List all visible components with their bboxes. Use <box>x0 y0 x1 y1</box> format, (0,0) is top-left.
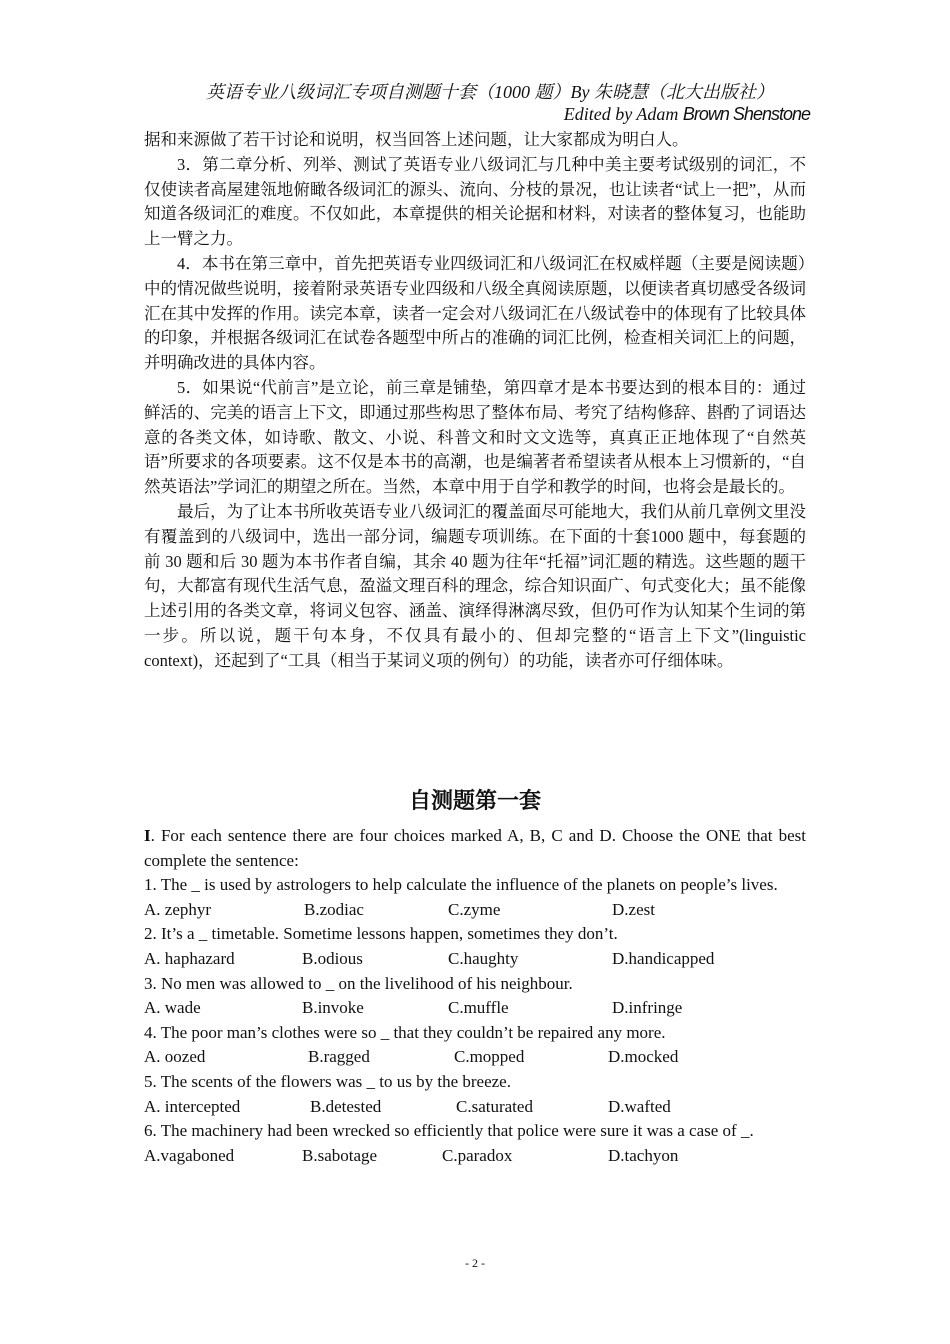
instructions-text: . For each sentence there are four choices marked A, B, C and D. Choose the ONE that best complete the sentence: <box>144 826 806 870</box>
running-header-editor <box>564 104 810 125</box>
question-stem: 4. The poor man’s clothes were so _ that they couldn’t be repaired any more. <box>144 1022 666 1042</box>
option-d: D.zest <box>612 899 655 919</box>
option-a: A.vagaboned <box>144 1145 235 1165</box>
option-c: C.muffle <box>448 998 509 1018</box>
option-b: B.zodiac <box>304 899 364 919</box>
option-c: C.paradox <box>442 1145 513 1165</box>
editor-signature: Brown Shenstone <box>682 104 810 124</box>
editor-prefix: Edited by Adam <box>563 104 683 124</box>
option-b: B.sabotage <box>302 1145 378 1165</box>
option-d: D.tachyon <box>608 1145 679 1165</box>
option-a: A. oozed <box>144 1047 206 1067</box>
option-a: A. wade <box>144 998 201 1018</box>
exercise-section <box>144 824 806 1168</box>
option-d: D.mocked <box>608 1047 679 1067</box>
question-stem: 2. It’s a _ timetable. Sometime lessons happen, sometimes they don’t. <box>144 924 618 944</box>
question-stem: 3. No men was allowed to _ on the livelihood of his neighbour. <box>144 973 573 993</box>
question-options <box>144 1095 806 1120</box>
question-options <box>144 1045 806 1070</box>
question-options <box>144 898 806 923</box>
preface-paragraph-4: 5．如果说“代前言”是立论，前三章是铺垫，第四章才是本书要达到的根本目的：通过鲜活的、完美的语言上下文，即通过那些构思了整体布局、考究了结构修辞、斟酌了词语达意的各类文体，如诗歌、散文、小说、科普文和时文文选等，真真正正地体现了“自然英语”所要求的各项要素。这不仅是本书的高潮，也是编著者希望读者从根本上习惯新的，“自然英语法”学词汇的期望之所在。当然，本章中用于自学和教学的时间，也将会是最长的。 <box>144 377 806 497</box>
question-options <box>144 1144 806 1169</box>
option-d: D.infringe <box>612 998 683 1018</box>
page-number: - 2 - <box>465 1256 485 1270</box>
preface-body <box>144 128 806 674</box>
running-header-title: 英语专业八级词汇专项自测题十套（1000 题）By 朱晓慧（北大出版社） <box>206 82 774 102</box>
preface-paragraph-1: 据和来源做了若干讨论和说明，权当回答上述问题，让大家都成为明白人。 <box>144 130 689 149</box>
option-d: D.wafted <box>608 1096 671 1116</box>
option-b: B.ragged <box>308 1047 370 1067</box>
option-a: A. zephyr <box>144 899 212 919</box>
instructions <box>144 824 806 873</box>
preface-paragraph-3: 4．本书在第三章中，首先把英语专业四级词汇和八级词汇在权威样题（主要是阅读题）中的情况做些说明，接着附录英语专业四级和八级全真阅读原题，以便读者真切感受各级词汇在其中发挥的作用。读完本章，读者一定会对八级词汇在八级试卷中的体现有了比较具体的印象，并根据各级词汇在试卷各题型中所占的准确的词汇比例，检查相关词汇上的问题，并明确改进的具体内容。 <box>144 253 806 373</box>
option-b: B.detested <box>310 1096 382 1116</box>
instructions-numeral: I <box>144 826 151 845</box>
option-c: C.saturated <box>456 1096 533 1116</box>
option-a: A. intercepted <box>144 1096 241 1116</box>
question-options <box>144 996 806 1021</box>
question-stem: 6. The machinery had been wrecked so efficiently that police were sure it was a case of _. <box>144 1121 754 1141</box>
option-c: C.zyme <box>448 899 501 919</box>
option-b: B.invoke <box>302 998 364 1018</box>
preface-paragraph-2: 3．第二章分析、列举、测试了英语专业八级词汇与几种中美主要考试级别的词汇，不仅使读者高屋建瓴地俯瞰各级词汇的源头、流向、分枝的景况，也让读者“试上一把”，从而知道各级词汇的难度。不仅如此，本章提供的相关论据和材料，对读者的整体复习，也能助上一臂之力。 <box>144 154 806 249</box>
section-title: 自测题第一套 <box>408 789 541 814</box>
preface-paragraph-5: 最后，为了让本书所收英语专业八级词汇的覆盖面尽可能地大，我们从前几章例文里没有覆盖到的八级词中，选出一部分词，编题专项训练。在下面的十套1000 题中，每套题的前 30 题和后 30 题为本书作者自编，其余 40 题为往年“托福”词汇题的精选。这些题的题干句，大都富有现代生活气息，盈溢文理百科的理念，综合知识面广、句式变化大；虽不能像上述引用的各类文章，将词义包容、涵盖、演绎得淋漓尽致，但仍可作为认知某个生词的第一步。所以说，题干句本身，不仅具有最小的、但却完整的“语言上下文”(linguistic context)，还起到了“工具（相当于某词义项的例句）的功能，读者亦可仔细体味。 <box>144 501 806 670</box>
option-a: A. haphazard <box>144 948 235 968</box>
option-c: C.haughty <box>448 948 519 968</box>
question-options <box>144 947 806 972</box>
question-stem: 1. The _ is used by astrologers to help calculate the influence of the planets on people’s lives. <box>144 875 778 895</box>
question-stem: 5. The scents of the flowers was _ to us by the breeze. <box>144 1071 511 1091</box>
option-d: D.handicapped <box>612 948 715 968</box>
option-b: B.odious <box>302 948 363 968</box>
option-c: C.mopped <box>454 1047 525 1067</box>
